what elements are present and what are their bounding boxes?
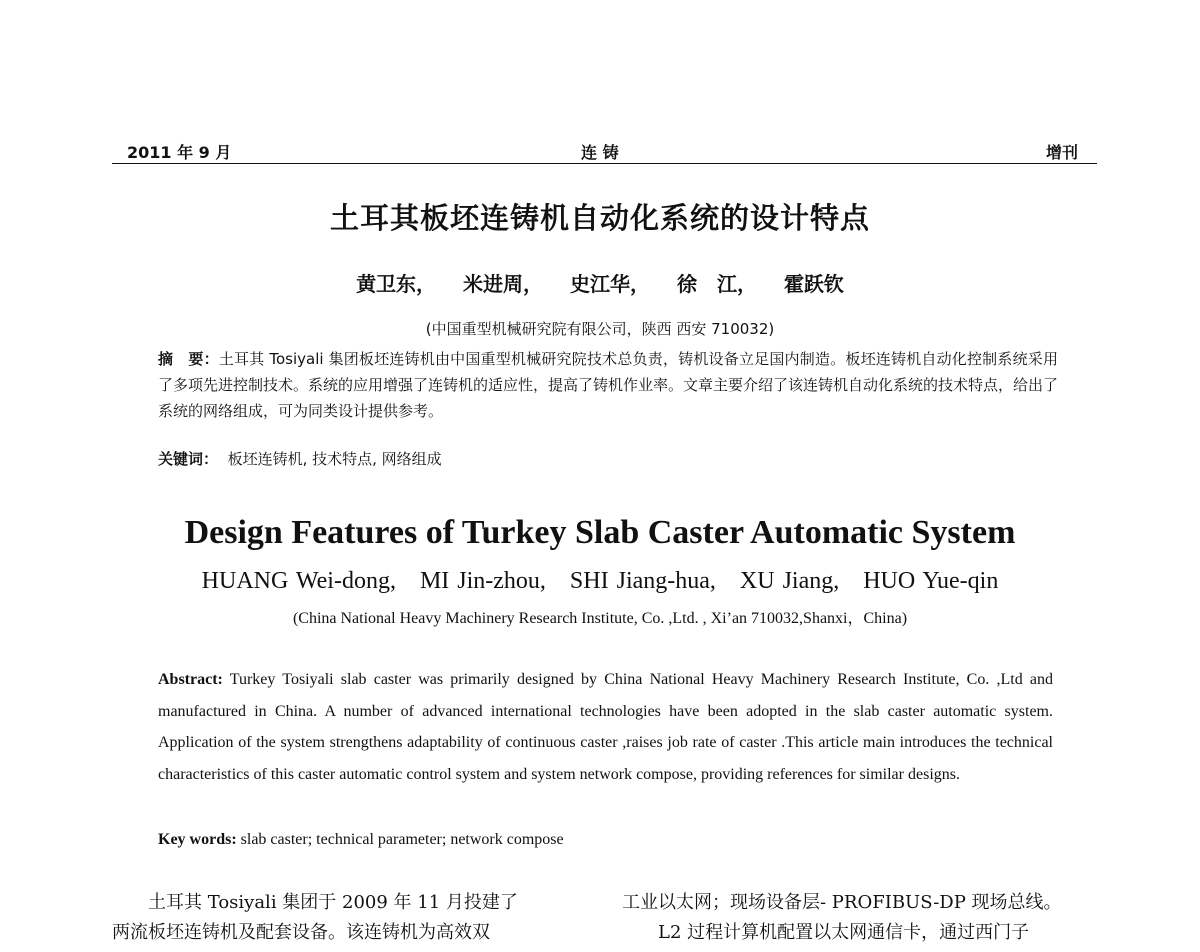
abstract-cn [158,346,1058,424]
body-text-line: 工业以太网；现场设备层- PROFIBUS-DP 现场总线。 [622,892,1062,913]
header-rule [112,163,1097,164]
affiliation-en: (China National Heavy Machinery Research Institute, Co. ,Ltd. , Xi’an 710032,Shanxi，China) [292,610,908,627]
title-cn: 土耳其板坯连铸机自动化系统的设计特点 [329,201,870,235]
keywords-en-label: Key words: [158,831,237,848]
header-date: 2011 年 9 月 [127,143,232,162]
abstract-en-label: Abstract: [158,671,223,688]
abstract-cn-label: 摘 要： [158,350,219,368]
authors-cn [0,268,1200,297]
keywords-cn [158,446,1058,472]
keywords-cn-text: 板坯连铸机, 技术特点, 网络组成 [227,450,442,468]
author-cn: 史江华， [570,272,650,296]
author-cn: 米进周， [463,272,544,296]
header-journal: 连 铸 [581,143,619,162]
body-text-line: 两流板坯连铸机及配套设备。该连铸机为高效双 [112,922,490,943]
body-text-line: 土耳其 Tosiyali 集团于 2009 年 11 月投建了 [148,892,518,913]
author-cn: 黄卫东， [356,272,437,296]
header-issue: 增刊 [1046,143,1079,162]
author-cn: 霍跃钦 [783,272,844,296]
body-right-column [622,888,1102,948]
abstract-en-text: Turkey Tosiyali slab caster was primarily designed by China National Heavy Machinery Research Institute, Co. ,Ltd and manufactured in China. A number of advanced international technologies have been adopted in the slab caster automatic system. Application of the system strengthens adaptability of continuous caster ,raises job rate of caster .This article main introduces the technical characteristics of this caster automatic control system and system network compose, providing references for similar designs. [158,671,1053,783]
abstract-cn-text: 土耳其 Tosiyali 集团板坯连铸机由中国重型机械研究院技术总负责，铸机设备立足国内制造。板坯连铸机自动化控制系统采用了多项先进控制技术。系统的应用增强了连铸机的适应性，提高了铸机作业率。文章主要介绍了该连铸机自动化系统的技术特点，给出了系统的网络组成，可为同类设计提供参考。 [158,350,1059,420]
title-en: Design Features of Turkey Slab Caster Automatic System [184,514,1016,551]
author-cn: 徐 江， [676,272,757,296]
keywords-en [158,824,1053,856]
abstract-en [158,664,1053,790]
authors-en: HUANG Wei-dong, MI Jin-zhou, SHI Jiang-hua, XU Jiang, HUO Yue-qin [201,568,999,594]
keywords-en-text: slab caster; technical parameter; network compose [240,831,564,848]
keywords-cn-label: 关键词： [158,450,219,468]
affiliation-cn: (中国重型机械研究院有限公司，陕西 西安 710032) [425,320,775,338]
body-text-line: L2 过程计算机配置以太网通信卡，通过西门子 [658,922,1030,943]
body-left-column [112,888,582,948]
